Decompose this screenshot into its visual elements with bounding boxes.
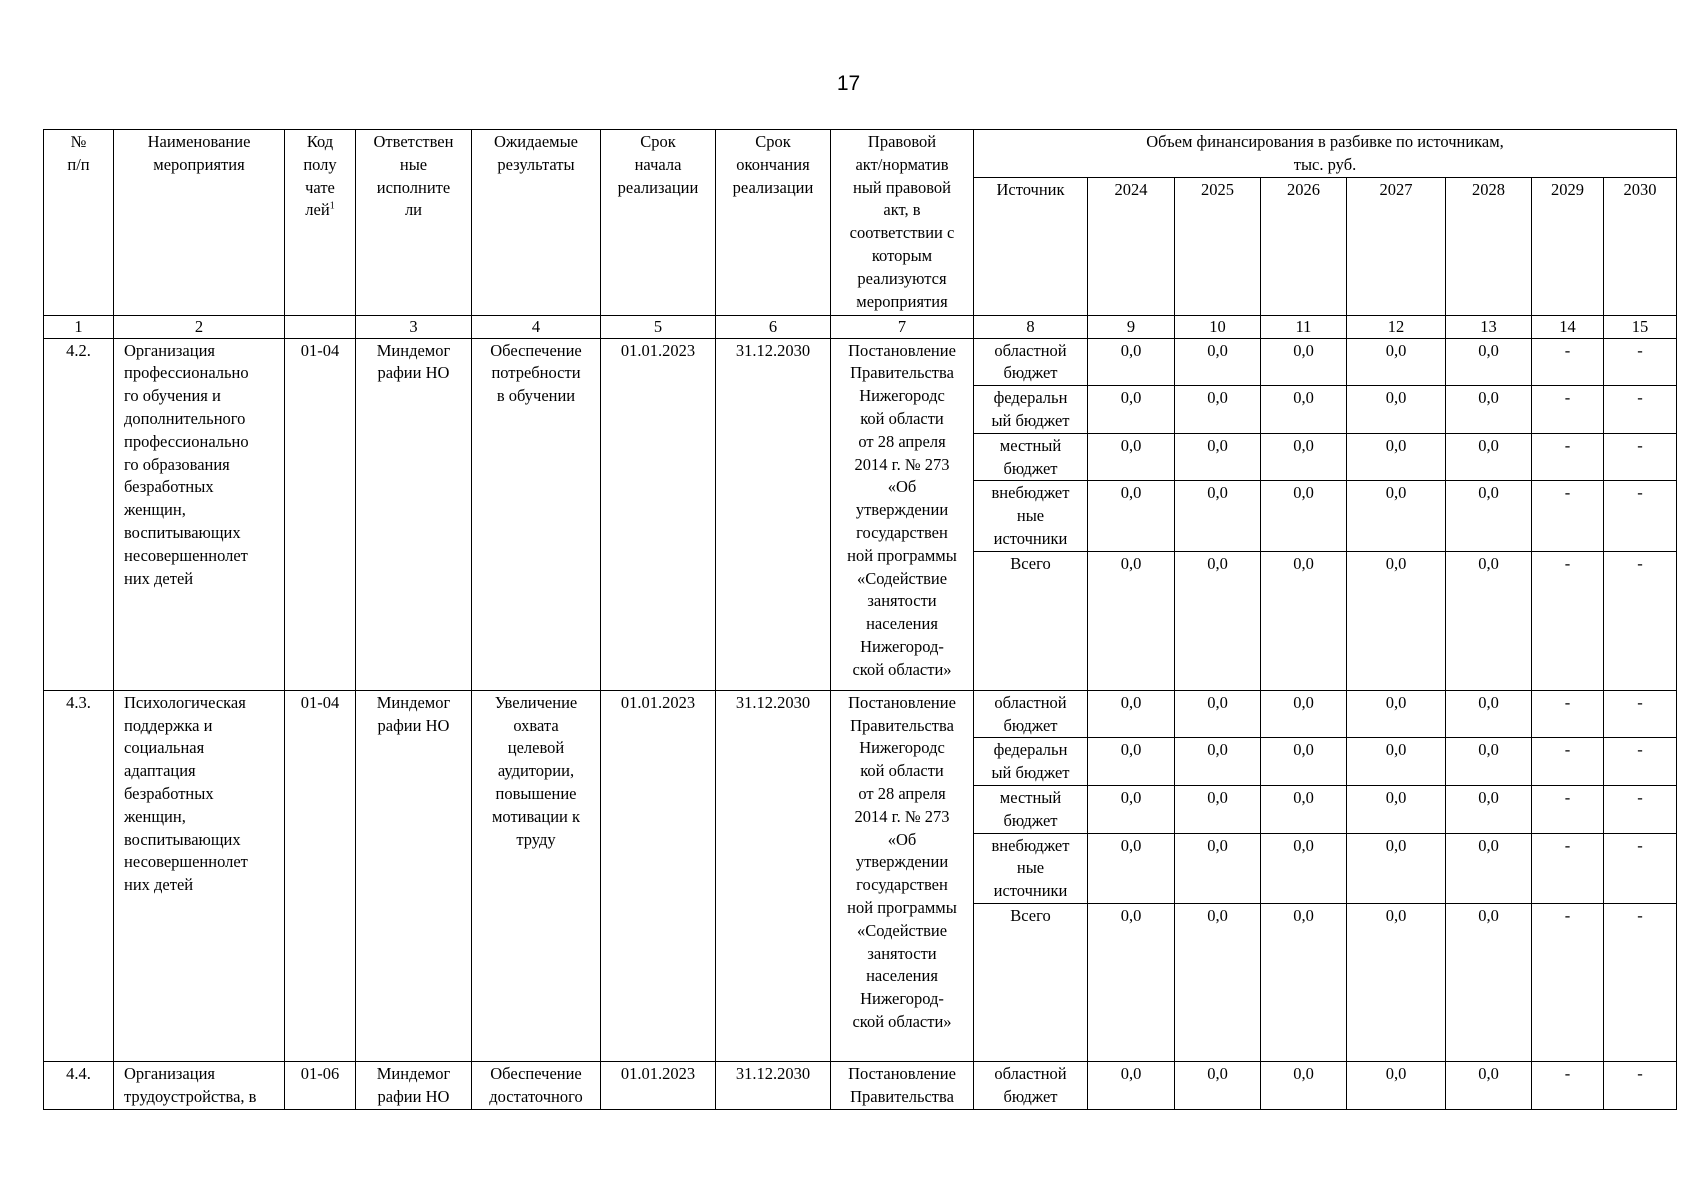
- funding-value: 0,0: [1261, 785, 1347, 833]
- funding-value: -: [1604, 338, 1677, 386]
- activity-number: 4.4.: [44, 1061, 114, 1109]
- column-number: 7: [831, 315, 974, 338]
- column-number: 13: [1446, 315, 1532, 338]
- funding-value: -: [1532, 433, 1604, 481]
- column-number: 6: [716, 315, 831, 338]
- funding-value: 0,0: [1347, 481, 1446, 551]
- column-number: 15: [1604, 315, 1677, 338]
- header-year: 2029: [1532, 177, 1604, 315]
- table-row: [44, 1061, 1677, 1109]
- end-date: 31.12.2030: [716, 690, 831, 1061]
- column-number: 11: [1261, 315, 1347, 338]
- funding-value: 0,0: [1347, 386, 1446, 434]
- header-expected: Ожидаемые результаты: [472, 130, 601, 316]
- funding-value: 0,0: [1088, 338, 1175, 386]
- funding-value: 0,0: [1446, 386, 1532, 434]
- funding-value: 0,0: [1175, 1061, 1261, 1109]
- funding-source: Всего: [974, 551, 1088, 690]
- funding-value: 0,0: [1175, 738, 1261, 786]
- header-code-text: Код полу чате лей: [303, 132, 337, 220]
- start-date: 01.01.2023: [601, 1061, 716, 1109]
- end-date: 31.12.2030: [716, 1061, 831, 1109]
- funding-value: -: [1604, 903, 1677, 1061]
- funding-source: федеральн ый бюджет: [974, 738, 1088, 786]
- funding-source: местный бюджет: [974, 785, 1088, 833]
- header-num: № п/п: [44, 130, 114, 316]
- funding-source: федеральн ый бюджет: [974, 386, 1088, 434]
- column-number: 2: [114, 315, 285, 338]
- funding-value: 0,0: [1088, 1061, 1175, 1109]
- funding-value: 0,0: [1261, 386, 1347, 434]
- header-year: 2028: [1446, 177, 1532, 315]
- funding-value: 0,0: [1347, 338, 1446, 386]
- funding-value: 0,0: [1261, 1061, 1347, 1109]
- funding-value: 0,0: [1347, 833, 1446, 903]
- funding-value: 0,0: [1175, 433, 1261, 481]
- expected-results: Обеспечение достаточного: [472, 1061, 601, 1109]
- recipient-code: 01-04: [285, 690, 356, 1061]
- activity-number: 4.2.: [44, 338, 114, 690]
- funding-value: 0,0: [1261, 338, 1347, 386]
- funding-value: 0,0: [1446, 903, 1532, 1061]
- funding-value: -: [1532, 903, 1604, 1061]
- funding-value: -: [1532, 481, 1604, 551]
- funding-value: 0,0: [1175, 690, 1261, 738]
- recipient-code: 01-06: [285, 1061, 356, 1109]
- funding-value: 0,0: [1261, 481, 1347, 551]
- funding-value: 0,0: [1261, 738, 1347, 786]
- activity-name: Организация трудоустройства, в: [114, 1061, 285, 1109]
- funding-source: внебюджет ные источники: [974, 833, 1088, 903]
- funding-value: -: [1604, 785, 1677, 833]
- legal-act: Постановление Правительства Нижегородс кой области от 28 апреля 2014 г. № 273 «Об утверждении государствен ной программы «Содействие занятости населения Нижегород- ской области»: [831, 690, 974, 1061]
- funding-value: -: [1532, 386, 1604, 434]
- funding-value: 0,0: [1446, 690, 1532, 738]
- start-date: 01.01.2023: [601, 338, 716, 690]
- funding-value: 0,0: [1261, 903, 1347, 1061]
- column-number: [285, 315, 356, 338]
- header-name: Наименование мероприятия: [114, 130, 285, 316]
- funding-value: 0,0: [1088, 386, 1175, 434]
- column-number: 8: [974, 315, 1088, 338]
- recipient-code: 01-04: [285, 338, 356, 690]
- header-start: Срок начала реализации: [601, 130, 716, 316]
- funding-value: 0,0: [1347, 738, 1446, 786]
- funding-value: -: [1604, 386, 1677, 434]
- responsible-executor: Миндемог рафии НО: [356, 690, 472, 1061]
- funding-value: 0,0: [1175, 833, 1261, 903]
- funding-value: -: [1532, 338, 1604, 386]
- funding-value: 0,0: [1088, 833, 1175, 903]
- funding-value: 0,0: [1446, 785, 1532, 833]
- start-date: 01.01.2023: [601, 690, 716, 1061]
- funding-source: областной бюджет: [974, 338, 1088, 386]
- funding-value: -: [1604, 1061, 1677, 1109]
- funding-value: -: [1604, 433, 1677, 481]
- header-code-footnote: 1: [329, 200, 335, 212]
- header-year: 2030: [1604, 177, 1677, 315]
- funding-value: -: [1604, 481, 1677, 551]
- funding-source: Всего: [974, 903, 1088, 1061]
- funding-value: -: [1532, 551, 1604, 690]
- column-number: 9: [1088, 315, 1175, 338]
- funding-value: 0,0: [1446, 481, 1532, 551]
- funding-value: 0,0: [1088, 433, 1175, 481]
- header-year: 2026: [1261, 177, 1347, 315]
- funding-value: 0,0: [1175, 903, 1261, 1061]
- header-code: [285, 130, 356, 316]
- funding-value: 0,0: [1347, 551, 1446, 690]
- column-number-row: [44, 315, 1677, 338]
- funding-value: 0,0: [1261, 690, 1347, 738]
- column-number: 10: [1175, 315, 1261, 338]
- funding-value: 0,0: [1088, 903, 1175, 1061]
- header-year: 2025: [1175, 177, 1261, 315]
- funding-value: 0,0: [1347, 690, 1446, 738]
- funding-source: областной бюджет: [974, 1061, 1088, 1109]
- column-number: 3: [356, 315, 472, 338]
- funding-table: [43, 129, 1677, 1110]
- funding-value: 0,0: [1088, 738, 1175, 786]
- column-number: 4: [472, 315, 601, 338]
- funding-value: 0,0: [1347, 903, 1446, 1061]
- header-responsible: Ответствен ные исполните ли: [356, 130, 472, 316]
- funding-value: 0,0: [1088, 481, 1175, 551]
- funding-value: -: [1604, 690, 1677, 738]
- funding-value: -: [1532, 738, 1604, 786]
- header-source: Источник: [974, 177, 1088, 315]
- funding-value: 0,0: [1446, 1061, 1532, 1109]
- column-number: 14: [1532, 315, 1604, 338]
- table-row: [44, 338, 1677, 386]
- header-end: Срок окончания реализации: [716, 130, 831, 316]
- funding-value: -: [1532, 690, 1604, 738]
- funding-value: 0,0: [1088, 551, 1175, 690]
- header-year: 2027: [1347, 177, 1446, 315]
- funding-value: -: [1604, 551, 1677, 690]
- page-number: 17: [836, 72, 861, 95]
- end-date: 31.12.2030: [716, 338, 831, 690]
- funding-value: 0,0: [1446, 433, 1532, 481]
- legal-act: Постановление Правительства: [831, 1061, 974, 1109]
- funding-source: областной бюджет: [974, 690, 1088, 738]
- expected-results: Обеспечение потребности в обучении: [472, 338, 601, 690]
- funding-value: -: [1532, 833, 1604, 903]
- funding-value: -: [1532, 1061, 1604, 1109]
- activity-name: Психологическая поддержка и социальная адаптация безработных женщин, воспитывающих несовершеннолет них детей: [114, 690, 285, 1061]
- table-row: [44, 690, 1677, 738]
- funding-source: внебюджет ные источники: [974, 481, 1088, 551]
- funding-value: 0,0: [1446, 833, 1532, 903]
- expected-results: Увеличение охвата целевой аудитории, повышение мотивации к труду: [472, 690, 601, 1061]
- funding-value: -: [1532, 785, 1604, 833]
- funding-value: 0,0: [1261, 551, 1347, 690]
- funding-value: 0,0: [1175, 481, 1261, 551]
- responsible-executor: Миндемог рафии НО: [356, 338, 472, 690]
- funding-value: 0,0: [1175, 785, 1261, 833]
- funding-value: 0,0: [1261, 833, 1347, 903]
- responsible-executor: Миндемог рафии НО: [356, 1061, 472, 1109]
- funding-value: 0,0: [1347, 433, 1446, 481]
- funding-value: 0,0: [1446, 738, 1532, 786]
- header-row-1: [44, 130, 1677, 178]
- legal-act: Постановление Правительства Нижегородс кой области от 28 апреля 2014 г. № 273 «Об утверждении государствен ной программы «Содействие занятости населения Нижегород- ской области»: [831, 338, 974, 690]
- column-number: 12: [1347, 315, 1446, 338]
- header-funding: Объем финансирования в разбивке по источникам, тыс. руб.: [974, 130, 1677, 178]
- funding-value: 0,0: [1175, 338, 1261, 386]
- funding-value: 0,0: [1446, 551, 1532, 690]
- funding-source: местный бюджет: [974, 433, 1088, 481]
- header-legal: Правовой акт/норматив ный правовой акт, в соответствии с которым реализуются мероприятия: [831, 130, 974, 316]
- funding-value: 0,0: [1088, 690, 1175, 738]
- funding-value: 0,0: [1088, 785, 1175, 833]
- funding-value: -: [1604, 738, 1677, 786]
- funding-value: 0,0: [1175, 386, 1261, 434]
- funding-value: 0,0: [1175, 551, 1261, 690]
- column-number: 1: [44, 315, 114, 338]
- funding-value: -: [1604, 833, 1677, 903]
- funding-value: 0,0: [1347, 1061, 1446, 1109]
- activity-number: 4.3.: [44, 690, 114, 1061]
- funding-value: 0,0: [1446, 338, 1532, 386]
- funding-value: 0,0: [1261, 433, 1347, 481]
- header-year: 2024: [1088, 177, 1175, 315]
- activity-name: Организация профессионально го обучения и дополнительного профессионально го образования безработных женщин, воспитывающих несовершеннолет них детей: [114, 338, 285, 690]
- column-number: 5: [601, 315, 716, 338]
- funding-value: 0,0: [1347, 785, 1446, 833]
